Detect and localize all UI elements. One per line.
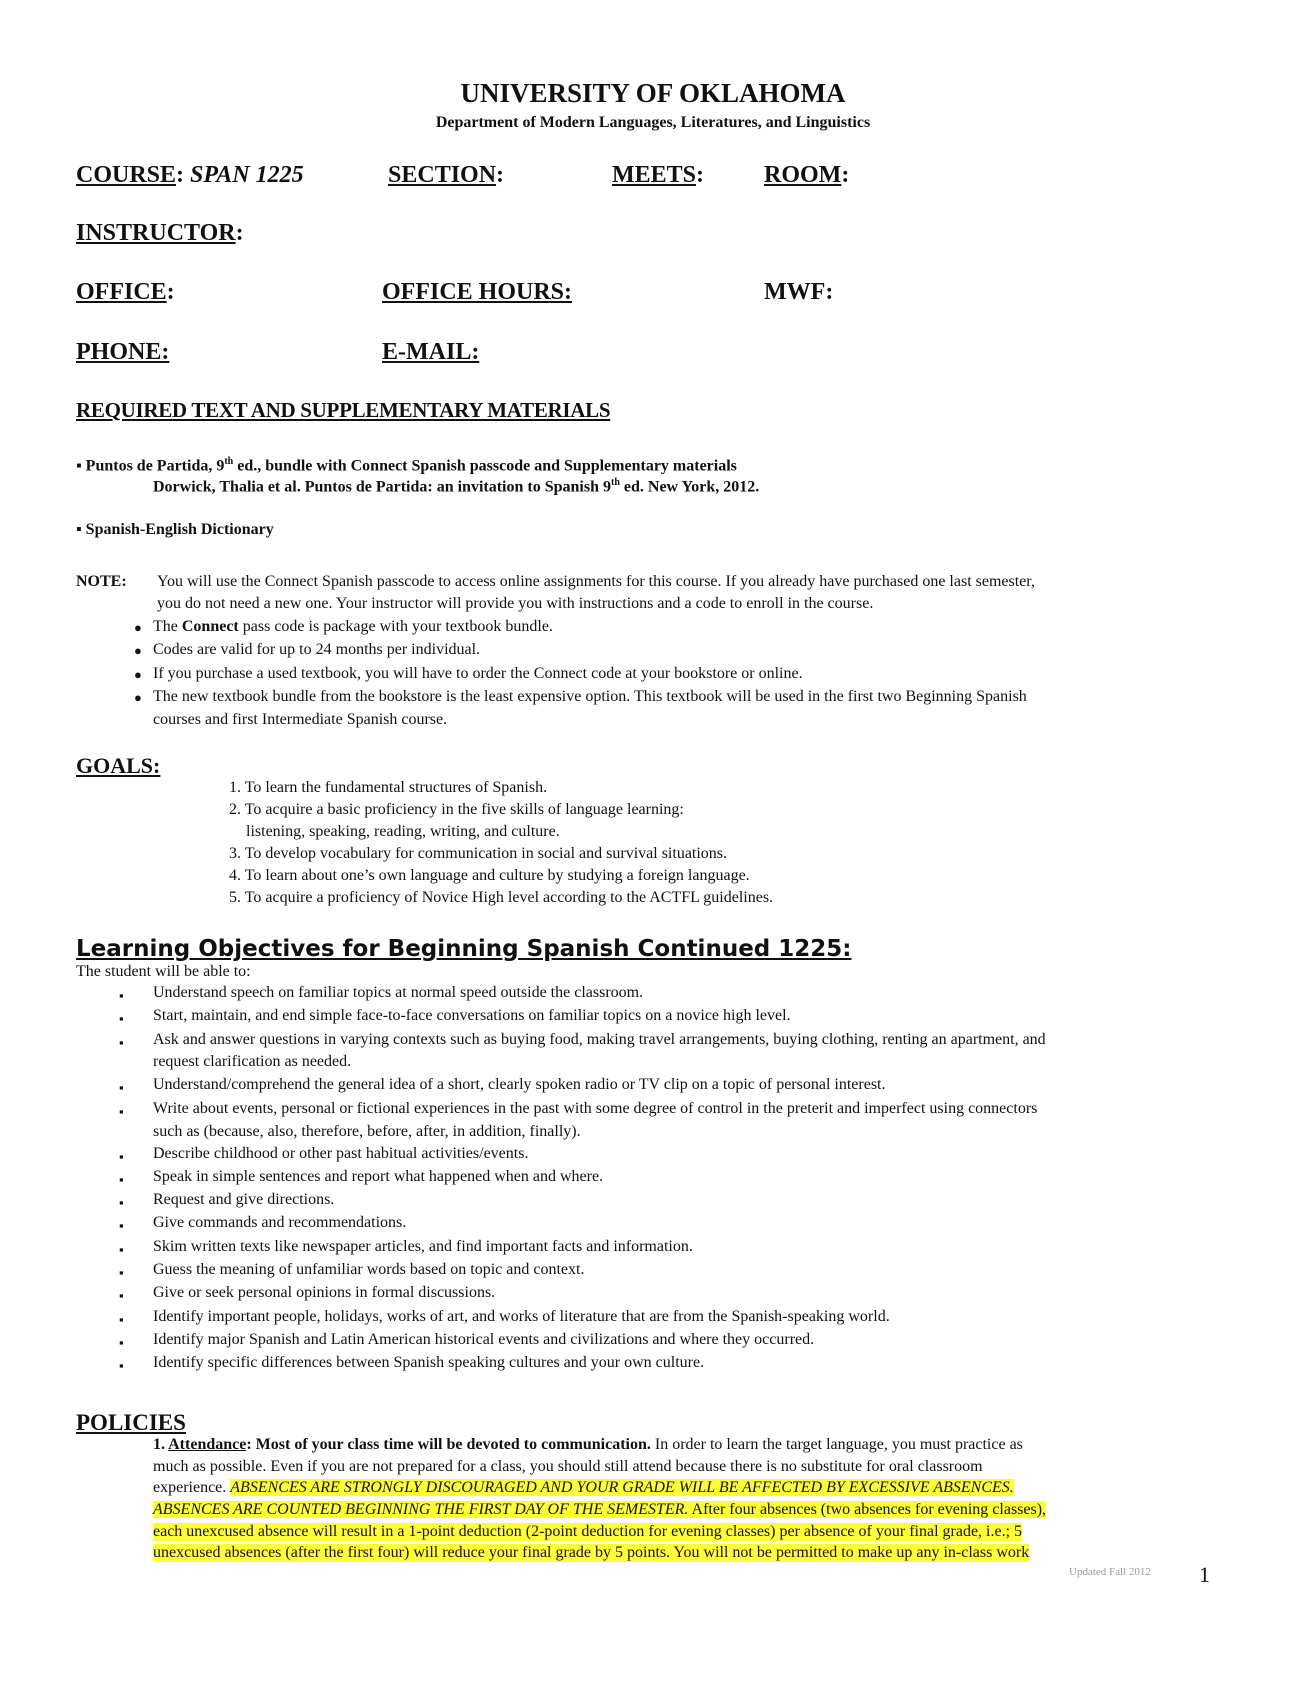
goal-5: 5. To acquire a proficiency of Novice High level according to the ACTFL guidelines. bbox=[229, 889, 774, 906]
instructor-label: INSTRUCTOR bbox=[76, 220, 236, 246]
note-label: NOTE: bbox=[76, 573, 127, 590]
course-field: COURSE: SPAN 1225 bbox=[76, 162, 304, 188]
objective-7: Speak in simple sentences and report what happened when and where. bbox=[153, 1168, 604, 1185]
office-hours-label: OFFICE HOURS: bbox=[382, 279, 573, 305]
note-bullet-2: Codes are valid for up to 24 months per individual. bbox=[153, 641, 481, 658]
objective-8: Request and give directions. bbox=[153, 1191, 335, 1208]
objectives-heading: Learning Objectives for Beginning Spanish Continued 1225: bbox=[76, 936, 852, 962]
goal-2-continued: listening, speaking, reading, writing, and culture. bbox=[246, 823, 560, 840]
objective-2: Start, maintain, and end simple face-to-face conversations on familiar topics on a novice high level. bbox=[153, 1007, 791, 1024]
objectives-intro: The student will be able to: bbox=[76, 963, 251, 980]
objective-10: Skim written texts like newspaper articles, and find important facts and information. bbox=[153, 1238, 693, 1255]
note-bullet-icon: ● bbox=[134, 667, 142, 682]
objective-14: Identify major Spanish and Latin American historical events and civilizations and where they occurred. bbox=[153, 1331, 815, 1348]
objective-5-line-2: such as (because, also, therefore, before, after, in addition, finally). bbox=[153, 1123, 581, 1140]
objective-9: Give commands and recommendations. bbox=[153, 1214, 407, 1231]
department-name: Department of Modern Languages, Literatures, and Linguistics bbox=[435, 114, 871, 131]
goals-heading: GOALS: bbox=[76, 753, 161, 778]
note-bullet-icon: ● bbox=[134, 690, 142, 705]
objective-bullet-icon: ▪ bbox=[119, 1104, 124, 1119]
objective-bullet-icon: ▪ bbox=[119, 1149, 124, 1164]
objective-12: Give or seek personal opinions in formal discussions. bbox=[153, 1284, 496, 1301]
objective-bullet-icon: ▪ bbox=[119, 1312, 124, 1327]
university-title: UNIVERSITY OF OKLAHOMA bbox=[460, 78, 846, 108]
attendance-line-2: much as possible. Even if you are not prepared for a class, you should still attend because there is no substitute for oral classroom bbox=[153, 1458, 983, 1475]
objective-6: Describe childhood or other past habitual activities/events. bbox=[153, 1145, 529, 1162]
objective-3-line-2: request clarification as needed. bbox=[153, 1053, 352, 1070]
policies-heading: POLICIES bbox=[76, 1410, 186, 1435]
objective-bullet-icon: ▪ bbox=[119, 1218, 124, 1233]
office-field: OFFICE: bbox=[76, 279, 175, 305]
goal-3: 3. To develop vocabulary for communication in social and survival situations. bbox=[229, 845, 728, 862]
email-label: E-MAIL: bbox=[382, 339, 480, 365]
updated-footer: Updated Fall 2012 bbox=[1069, 1566, 1151, 1578]
note-bullet-4-line-1: The new textbook bundle from the bookstore is the least expensive option. This textbook will be used in the first two Beginning Spanish bbox=[153, 688, 1027, 705]
material-item-dictionary: ▪ Spanish-English Dictionary bbox=[76, 521, 274, 538]
room-label: ROOM bbox=[764, 162, 842, 188]
objective-bullet-icon: ▪ bbox=[119, 1288, 124, 1303]
objective-bullet-icon: ▪ bbox=[119, 988, 124, 1003]
material-textbook-reference: Dorwick, Thalia et al. Puntos de Partida: an invitation to Spanish 9th ed. New York, 2012. bbox=[153, 477, 760, 496]
note-bullet-1: The Connect pass code is package with your textbook bundle. bbox=[153, 618, 553, 635]
attendance-line-5: each unexcused absence will result in a 1-point deduction (2-point deduction for evening classes) per absence of your final grade, i.e.; 5 bbox=[153, 1523, 1023, 1540]
attendance-line-4: ABSENCES ARE COUNTED BEGINNING THE FIRST DAY OF THE SEMESTER. After four absences (two absences for evening classes), bbox=[153, 1501, 1047, 1518]
phone-label: PHONE: bbox=[76, 339, 170, 365]
objective-bullet-icon: ▪ bbox=[119, 1358, 124, 1373]
absence-count-highlight: ABSENCES ARE COUNTED BEGINNING THE FIRST DAY OF THE SEMESTER. bbox=[153, 1501, 689, 1518]
objective-11: Guess the meaning of unfamiliar words based on topic and context. bbox=[153, 1261, 585, 1278]
objective-bullet-icon: ▪ bbox=[119, 1011, 124, 1026]
note-line-1: You will use the Connect Spanish passcode to access online assignments for this course. If you already have purchased one last semester, bbox=[157, 573, 1035, 590]
page-number: 1 bbox=[1199, 1562, 1210, 1587]
note-bullet-3: If you purchase a used textbook, you will have to order the Connect code at your bookstore or online. bbox=[153, 665, 803, 682]
course-label: COURSE bbox=[76, 162, 177, 188]
instructor-field: INSTRUCTOR: bbox=[76, 220, 244, 246]
goal-4: 4. To learn about one’s own language and culture by studying a foreign language. bbox=[229, 867, 750, 884]
objective-bullet-icon: ▪ bbox=[119, 1035, 124, 1050]
objective-1: Understand speech on familiar topics at normal speed outside the classroom. bbox=[153, 984, 644, 1001]
course-value: SPAN 1225 bbox=[190, 162, 304, 188]
objective-bullet-icon: ▪ bbox=[119, 1242, 124, 1257]
objective-bullet-icon: ▪ bbox=[119, 1335, 124, 1350]
mwf-label: MWF: bbox=[764, 279, 834, 305]
goal-2: 2. To acquire a basic proficiency in the five skills of language learning: bbox=[229, 801, 684, 818]
materials-heading: REQUIRED TEXT AND SUPPLEMENTARY MATERIALS bbox=[76, 398, 611, 422]
attendance-line-1: 1. Attendance: Most of your class time will be devoted to communication. In order to learn the target language, you must practice as bbox=[153, 1436, 1023, 1453]
objective-bullet-icon: ▪ bbox=[119, 1172, 124, 1187]
objective-3-line-1: Ask and answer questions in varying contexts such as buying food, making travel arrangements, buying clothing, renting an apartment, and bbox=[153, 1031, 1046, 1048]
objective-bullet-icon: ▪ bbox=[119, 1195, 124, 1210]
attendance-line-3: experience. ABSENCES ARE STRONGLY DISCOURAGED AND YOUR GRADE WILL BE AFFECTED BY EXCESSIVE ABSENCES. bbox=[153, 1479, 1014, 1496]
meets-label: MEETS bbox=[612, 162, 697, 188]
note-line-2: you do not need a new one. Your instructor will provide you with instructions and a code to enroll in the course. bbox=[157, 595, 874, 612]
note-bullet-4-line-2: courses and first Intermediate Spanish course. bbox=[153, 711, 448, 728]
objective-5-line-1: Write about events, personal or fictional experiences in the past with some degree of control in the preterit and imperfect using connectors bbox=[153, 1100, 1038, 1117]
meets-field: MEETS: bbox=[612, 162, 705, 188]
note-bullet-icon: ● bbox=[134, 620, 142, 635]
attendance-line-6: unexcused absences (after the first four) will reduce your final grade by 5 points. You will not be permitted to make up any in-class work bbox=[153, 1544, 1030, 1561]
objective-bullet-icon: ▪ bbox=[119, 1080, 124, 1095]
room-field: ROOM: bbox=[764, 162, 850, 188]
material-item-textbook: ▪ Puntos de Partida, 9th ed., bundle with Connect Spanish passcode and Supplementary materials bbox=[76, 456, 737, 475]
absence-warning-highlight: ABSENCES ARE STRONGLY DISCOURAGED AND YOUR GRADE WILL BE AFFECTED BY EXCESSIVE ABSENCES. bbox=[230, 1479, 1014, 1496]
objective-13: Identify important people, holidays, works of art, and works of literature that are from the Spanish-speaking world. bbox=[153, 1308, 890, 1325]
office-label: OFFICE bbox=[76, 279, 167, 305]
goal-1: 1. To learn the fundamental structures of Spanish. bbox=[229, 779, 548, 796]
section-label: SECTION bbox=[388, 162, 497, 188]
note-bullet-icon: ● bbox=[134, 643, 142, 658]
objective-15: Identify specific differences between Spanish speaking cultures and your own culture. bbox=[153, 1354, 705, 1371]
objective-4: Understand/comprehend the general idea of a short, clearly spoken radio or TV clip on a topic of personal interest. bbox=[153, 1076, 886, 1093]
section-field: SECTION: bbox=[388, 162, 505, 188]
attendance-label: Attendance bbox=[168, 1436, 247, 1453]
objective-bullet-icon: ▪ bbox=[119, 1265, 124, 1280]
